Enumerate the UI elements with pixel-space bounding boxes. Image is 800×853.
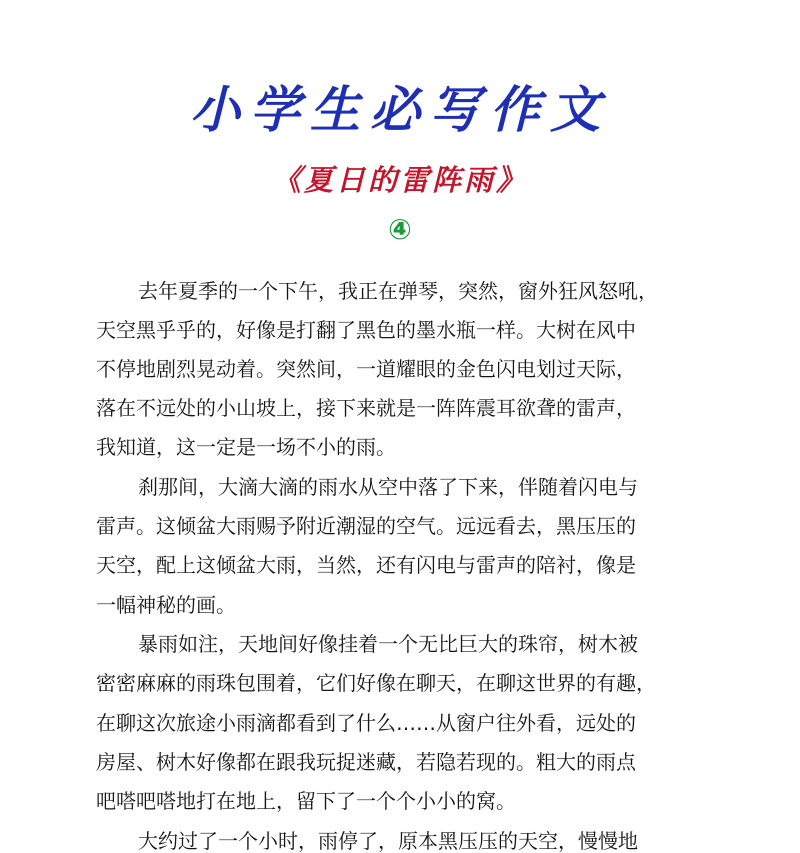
body-line: 刹那间，大滴大滴的雨水从空中落了下来，伴随着闪电与 [138,475,638,499]
body-line: 大约过了一个小时，雨停了，原本黑压压的天空，慢慢地 [138,829,638,853]
body-line: 天空黑乎乎的，好像是打翻了黑色的墨水瓶一样。大树在风中 [96,318,636,342]
body-line: 我知道，这一定是一场不小的雨。 [96,435,396,459]
body-line: 吧嗒吧嗒地打在地上，留下了一个个小小的窝。 [96,789,516,813]
body-line: 密密麻麻的雨珠包围着，它们好像在聊天，在聊这世界的有趣， [96,671,656,695]
body-line: 去年夏季的一个下午，我正在弹琴，突然，窗外狂风怒吼， [138,279,658,303]
body-line: 暴雨如注，天地间好像挂着一个无比巨大的珠帘，树木被 [138,632,638,656]
body-line: 不停地剧烈晃动着。突然间，一道耀眼的金色闪电划过天际， [96,357,636,381]
essay-subtitle: 《夏日的雷阵雨》 [271,163,528,197]
body-line: 一幅神秘的画。 [96,593,236,617]
body-line: 落在不远处的小山坡上，接下来就是一阵阵震耳欲聋的雷声， [96,396,636,420]
body-line: 雷声。这倾盆大雨赐予附近潮湿的空气。远远看去，黑压压的 [96,514,636,538]
page-title: 小学生必写作文 [190,80,610,139]
essay-number: ④ [388,213,412,246]
body-line: 房屋、树木好像都在跟我玩捉迷藏，若隐若现的。粗大的雨点 [96,750,636,774]
body-line: 天空，配上这倾盆大雨，当然，还有闪电与雷声的陪衬，像是 [96,553,636,577]
body-line: 在聊这次旅途小雨滴都看到了什么……从窗户往外看，远处的 [96,711,636,735]
